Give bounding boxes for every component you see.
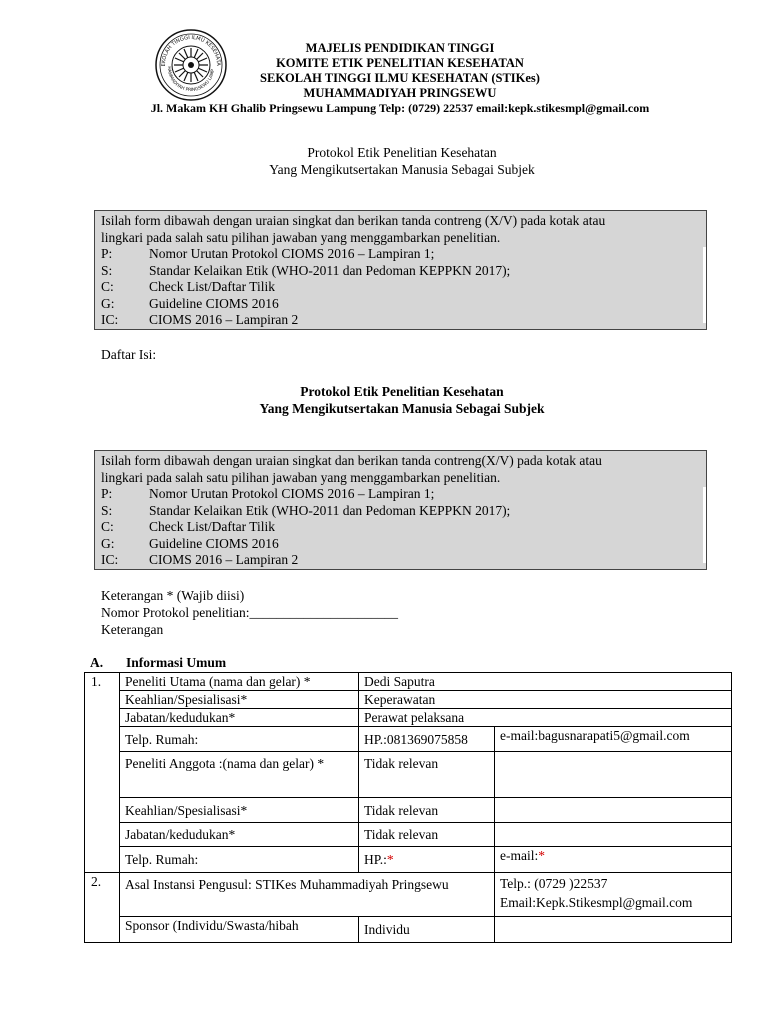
box1-intro-1: Isilah form dibawah dengan uraian singkat dan berikan tanda contreng (X/V) pada kotak atau <box>101 213 606 228</box>
keahlian2-extra[interactable] <box>495 798 732 823</box>
keterangan-wajib: Keterangan * (Wajib diisi) <box>101 588 245 603</box>
header-line-3: SEKOLAH TINGGI ILMU KESEHATAN (STIKes) <box>260 71 540 85</box>
keahlian-label: Keahlian/Spesialisasi* <box>120 691 359 709</box>
jabatan2-value[interactable]: Tidak relevan <box>359 823 495 847</box>
asal-instansi-label: Asal Instansi Pengusul: STIKes Muhammadiyah Pringsewu <box>120 873 495 917</box>
box1-item-c: C: Check List/Daftar Tilik <box>101 279 275 294</box>
logo-text-top: EKOLAH TINGGI ILMU KESEHATA <box>160 34 222 67</box>
header-address: Jl. Makam KH Ghalib Pringsewu Lampung Telp: (0729) 22537 email:kepk.stikesmpl@gmail.com <box>150 101 650 115</box>
anggota-label: Peneliti Anggota :(nama dan gelar) * <box>120 752 359 798</box>
title2-line2: Yang Mengikutsertakan Manusia Sebagai Subjek <box>259 401 545 416</box>
section-a-heading <box>90 655 226 671</box>
table-row <box>85 798 732 823</box>
box2-intro-1: Isilah form dibawah dengan uraian singkat dan berikan tanda contreng(X/V) pada kotak atau <box>101 453 602 468</box>
anggota-extra[interactable] <box>495 752 732 798</box>
title1-line1: Protokol Etik Penelitian Kesehatan <box>307 145 497 160</box>
table-row <box>85 847 732 873</box>
required-mark: * <box>538 848 545 863</box>
sponsor-value[interactable]: Individu <box>359 917 495 943</box>
box2-item-p: P: Nomor Urutan Protokol CIOMS 2016 – Lampiran 1; <box>101 486 435 501</box>
peneliti-utama-value[interactable]: Dedi Saputra <box>359 673 732 691</box>
peneliti-utama-label: Peneliti Utama (nama dan gelar) * <box>120 673 359 691</box>
keahlian2-label: Keahlian/Spesialisasi* <box>120 798 359 823</box>
section-a-title: Informasi Umum <box>126 655 227 670</box>
jabatan2-extra[interactable] <box>495 823 732 847</box>
instruction-box-1 <box>94 210 707 330</box>
header-line-2: KOMITE ETIK PENELITIAN KESEHATAN <box>276 56 524 70</box>
logo-text-bottom: HAMMADIYAH PRINGSEWU LAMP <box>165 66 216 94</box>
sponsor-extra[interactable] <box>495 917 732 943</box>
table-row <box>85 917 732 943</box>
required-mark: * <box>386 852 394 867</box>
hp2-field[interactable]: HP.:* <box>359 847 495 873</box>
keahlian2-value[interactable]: Tidak relevan <box>359 798 495 823</box>
keterangan: Keterangan <box>101 622 164 637</box>
keahlian-value[interactable]: Keperawatan <box>359 691 732 709</box>
instruction-box-2 <box>94 450 707 570</box>
box1-item-g: G: Guideline CIOMS 2016 <box>101 295 279 311</box>
header-line-1: MAJELIS PENDIDIKAN TINGGI <box>305 41 495 55</box>
table-row <box>85 752 732 798</box>
table-row <box>85 823 732 847</box>
box-edge-highlight <box>703 487 706 563</box>
telp-label: Telp. Rumah: <box>120 727 359 752</box>
daftar-isi: Daftar Isi: <box>101 347 157 362</box>
table-row <box>85 727 732 752</box>
jabatan-value[interactable]: Perawat pelaksana <box>359 709 732 727</box>
box-edge-highlight <box>703 247 706 323</box>
table-row <box>85 673 732 691</box>
jabatan2-label: Jabatan/kedudukan* <box>120 823 359 847</box>
box2-item-ic: IC: CIOMS 2016 – Lampiran 2 <box>101 552 299 567</box>
jabatan-label: Jabatan/kedudukan* <box>120 709 359 727</box>
nomor-protokol-field[interactable]: Nomor Protokol penelitian:______________________ <box>101 605 398 620</box>
box2-intro-2: lingkari pada salah satu pilihan jawaban yang menggambarkan penelitian. <box>101 469 501 485</box>
box1-item-s: S: Standar Kelaikan Etik (WHO-2011 dan Pedoman KEPPKN 2017); <box>101 262 511 278</box>
asal-contact <box>495 873 732 917</box>
table-row <box>85 691 732 709</box>
box1-item-ic: IC: CIOMS 2016 – Lampiran 2 <box>101 312 299 327</box>
title2-line1: Protokol Etik Penelitian Kesehatan <box>300 384 504 399</box>
telp2-label: Telp. Rumah: <box>120 847 359 873</box>
row-number: 1. <box>85 673 120 873</box>
section-a-letter: A. <box>90 655 104 670</box>
box1-item-p: P: Nomor Urutan Protokol CIOMS 2016 – Lampiran 1; <box>101 246 435 261</box>
sponsor-label: Sponsor (Individu/Swasta/hibah <box>120 917 359 943</box>
box1-intro-2: lingkari pada salah satu pilihan jawaban yang menggambarkan penelitian. <box>101 229 501 245</box>
asal-telp: Telp.: (0729 )22537 <box>500 876 608 891</box>
hp-value[interactable]: HP.:081369075858 <box>359 727 495 752</box>
box2-item-s: S: Standar Kelaikan Etik (WHO-2011 dan Pedoman KEPPKN 2017); <box>101 502 511 518</box>
table-row <box>85 873 732 917</box>
table-row <box>85 709 732 727</box>
email-value[interactable]: e-mail:bagusnarapati5@gmail.com <box>495 727 732 752</box>
box2-item-g: G: Guideline CIOMS 2016 <box>101 535 279 551</box>
anggota-value[interactable]: Tidak relevan <box>359 752 495 798</box>
title1-line2: Yang Mengikutsertakan Manusia Sebagai Subjek <box>269 162 535 177</box>
row-number: 2. <box>85 873 120 943</box>
email2-field[interactable]: e-mail:* <box>495 847 732 873</box>
header-line-4: MUHAMMADIYAH PRINGSEWU <box>303 86 497 100</box>
informasi-umum-table <box>84 672 732 943</box>
asal-email: Email:Kepk.Stikesmpl@gmail.com <box>500 895 693 910</box>
box2-item-c: C: Check List/Daftar Tilik <box>101 519 275 534</box>
